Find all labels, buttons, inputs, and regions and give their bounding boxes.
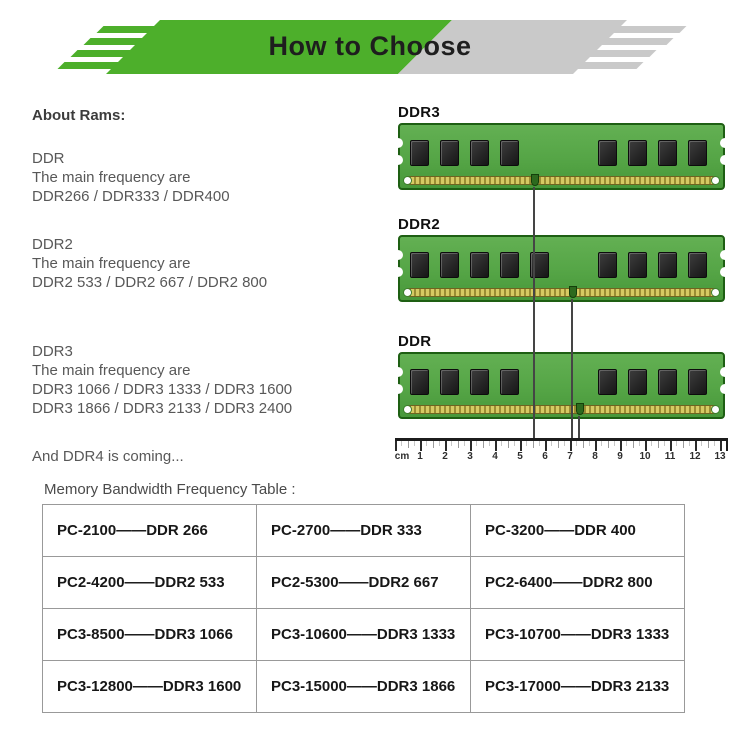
key-notch — [569, 286, 577, 298]
edge-notch — [720, 155, 730, 165]
ruler-tick — [483, 441, 484, 448]
ruler-right-cap — [726, 438, 728, 451]
ruler-tick — [608, 441, 609, 448]
pcb-stick — [398, 123, 725, 190]
ram-type-name: DDR — [32, 150, 65, 167]
gold-pins — [408, 405, 715, 414]
ruler-tick — [695, 441, 697, 451]
memory-chip — [658, 369, 677, 395]
table-cell: PC-2100——DDR 266 — [43, 505, 257, 557]
table-cell: PC3-12800——DDR3 1600 — [43, 661, 257, 713]
ram-type-intro: The main frequency are — [32, 255, 191, 272]
ruler-tick — [408, 441, 409, 448]
ram-type-frequencies: DDR266 / DDR333 / DDR400 — [32, 188, 230, 205]
table-cell: PC3-15000——DDR3 1866 — [257, 661, 471, 713]
ruler-tick — [489, 441, 490, 446]
table-cell: PC2-4200——DDR2 533 — [43, 557, 257, 609]
memory-chip — [688, 140, 707, 166]
ram-type-frequencies: DDR3 1066 / DDR3 1333 / DDR3 1600 — [32, 381, 293, 398]
ram-module-ddr3 — [398, 105, 729, 190]
edge-notch — [393, 250, 403, 260]
table-cell: PC-2700——DDR 333 — [257, 505, 471, 557]
table-cell: PC3-8500——DDR3 1066 — [43, 609, 257, 661]
table-cell: PC3-10600——DDR3 1333 — [257, 609, 471, 661]
edge-notch — [393, 267, 403, 277]
ram-type-frequencies: DDR3 1866 / DDR3 2133 / DDR3 2400 — [32, 400, 293, 417]
notch-connector-line — [533, 187, 535, 438]
memory-chip — [470, 369, 489, 395]
ram-type-name: DDR3 — [32, 343, 73, 360]
table-heading: Memory Bandwidth Frequency Table : — [44, 481, 296, 498]
ruler-tick — [564, 441, 565, 446]
memory-chip — [628, 369, 647, 395]
module-label: DDR — [398, 333, 432, 350]
memory-chip — [500, 369, 519, 395]
ruler-tick — [545, 441, 547, 451]
memory-chip — [598, 252, 617, 278]
ruler-tick — [595, 441, 597, 451]
ruler-tick — [401, 441, 402, 446]
ruler-tick — [626, 441, 627, 446]
ruler-tick — [576, 441, 577, 446]
mounting-hole — [404, 177, 411, 184]
ruler-tick — [539, 441, 540, 446]
table-cell: PC3-17000——DDR3 2133 — [471, 661, 685, 713]
ruler-label: 7 — [567, 451, 573, 462]
ruler-tick — [439, 441, 440, 446]
memory-chip — [598, 369, 617, 395]
table-cell: PC3-10700——DDR3 1333 — [471, 609, 685, 661]
memory-chip — [440, 252, 459, 278]
ruler-tick — [614, 441, 615, 446]
memory-chip — [470, 252, 489, 278]
ddr4-footnote: And DDR4 is coming... — [32, 448, 184, 465]
ruler-label: 1 — [417, 451, 423, 462]
ruler-tick — [670, 441, 672, 451]
table-cell: PC2-5300——DDR2 667 — [257, 557, 471, 609]
memory-chip — [688, 252, 707, 278]
memory-chip — [500, 252, 519, 278]
key-notch — [576, 403, 584, 415]
ruler-tick — [470, 441, 472, 451]
ruler-tick — [501, 441, 502, 446]
cm-ruler — [395, 438, 728, 468]
ruler-tick — [514, 441, 515, 446]
edge-notch — [393, 138, 403, 148]
edge-notch — [720, 250, 730, 260]
gold-pins — [408, 288, 715, 297]
edge-notch — [720, 267, 730, 277]
table-cell: PC2-6400——DDR2 800 — [471, 557, 685, 609]
memory-chip — [500, 140, 519, 166]
ruler-tick — [601, 441, 602, 446]
memory-chip — [470, 140, 489, 166]
notch-connector-line — [578, 416, 580, 438]
mounting-hole — [712, 406, 719, 413]
ruler-tick — [658, 441, 659, 448]
edge-notch — [393, 155, 403, 165]
ruler-tick — [708, 441, 709, 448]
table-cell: PC-3200——DDR 400 — [471, 505, 685, 557]
ruler-tick — [414, 441, 415, 446]
table-body — [43, 505, 685, 713]
ruler-tick — [651, 441, 652, 446]
notch-connector-line — [571, 299, 573, 438]
module-label: DDR3 — [398, 104, 441, 121]
ruler-tick — [464, 441, 465, 446]
ruler-tick — [426, 441, 427, 446]
ruler-tick — [620, 441, 622, 451]
key-notch — [531, 174, 539, 186]
about-heading: About Rams: — [32, 107, 126, 124]
pcb-stick — [398, 352, 725, 419]
mounting-hole — [712, 289, 719, 296]
table-row — [43, 609, 685, 661]
memory-chip — [628, 140, 647, 166]
ruler-tick — [395, 441, 397, 451]
memory-chip — [410, 252, 429, 278]
mounting-hole — [712, 177, 719, 184]
ruler-tick — [645, 441, 647, 451]
ruler-label: 11 — [664, 451, 676, 462]
ruler-tick — [720, 441, 722, 451]
mounting-hole — [404, 406, 411, 413]
page-title: How to Choose — [268, 31, 472, 61]
ruler-label: 10 — [639, 451, 651, 462]
ruler-tick — [714, 441, 715, 446]
memory-chip — [658, 252, 677, 278]
memory-chip — [440, 369, 459, 395]
memory-bandwidth-table — [42, 504, 685, 713]
memory-chip — [658, 140, 677, 166]
ruler-tick — [445, 441, 447, 451]
ruler-tick — [476, 441, 477, 446]
ruler-tick — [520, 441, 522, 451]
mounting-hole — [404, 289, 411, 296]
ruler-tick — [558, 441, 559, 448]
edge-notch — [720, 367, 730, 377]
table-row — [43, 661, 685, 713]
ruler-label: 12 — [689, 451, 701, 462]
ruler-label: 2 — [442, 451, 448, 462]
ruler-label: 9 — [617, 451, 623, 462]
ruler-tick — [701, 441, 702, 446]
ruler-label: 8 — [592, 451, 598, 462]
ram-type-intro: The main frequency are — [32, 362, 191, 379]
ruler-label: 5 — [517, 451, 523, 462]
edge-notch — [393, 367, 403, 377]
ruler-tick — [420, 441, 422, 451]
ram-module-ddr2 — [398, 217, 729, 302]
memory-chip — [440, 140, 459, 166]
ruler-tick — [689, 441, 690, 446]
ruler-tick — [526, 441, 527, 446]
ruler-tick — [589, 441, 590, 446]
ruler-label: cm — [394, 451, 410, 462]
ruler-tick — [458, 441, 459, 448]
ruler-tick — [583, 441, 584, 448]
ruler-tick — [664, 441, 665, 446]
memory-chip — [628, 252, 647, 278]
memory-chip — [410, 140, 429, 166]
module-label: DDR2 — [398, 216, 441, 233]
ruler-label: 4 — [492, 451, 498, 462]
ruler-tick — [433, 441, 434, 448]
ruler-tick — [495, 441, 497, 451]
ruler-tick — [676, 441, 677, 446]
ram-type-intro: The main frequency are — [32, 169, 191, 186]
memory-chip — [410, 369, 429, 395]
ruler-tick — [533, 441, 534, 448]
ruler-tick — [570, 441, 572, 451]
table-row — [43, 505, 685, 557]
edge-notch — [720, 384, 730, 394]
gold-pins — [408, 176, 715, 185]
ruler-tick — [683, 441, 684, 448]
edge-notch — [393, 384, 403, 394]
ruler-label: 6 — [542, 451, 548, 462]
ruler-tick — [551, 441, 552, 446]
ruler-tick — [633, 441, 634, 448]
table-row — [43, 557, 685, 609]
ram-type-name: DDR2 — [32, 236, 73, 253]
ruler-label: 13 — [714, 451, 726, 462]
ruler-tick — [639, 441, 640, 446]
pcb-stick — [398, 235, 725, 302]
ram-type-frequencies: DDR2 533 / DDR2 667 / DDR2 800 — [32, 274, 268, 291]
ruler-label: 3 — [467, 451, 473, 462]
ruler-tick — [508, 441, 509, 448]
ram-module-ddr — [398, 334, 729, 419]
memory-chip — [688, 369, 707, 395]
edge-notch — [720, 138, 730, 148]
memory-chip — [598, 140, 617, 166]
ruler-tick — [451, 441, 452, 446]
